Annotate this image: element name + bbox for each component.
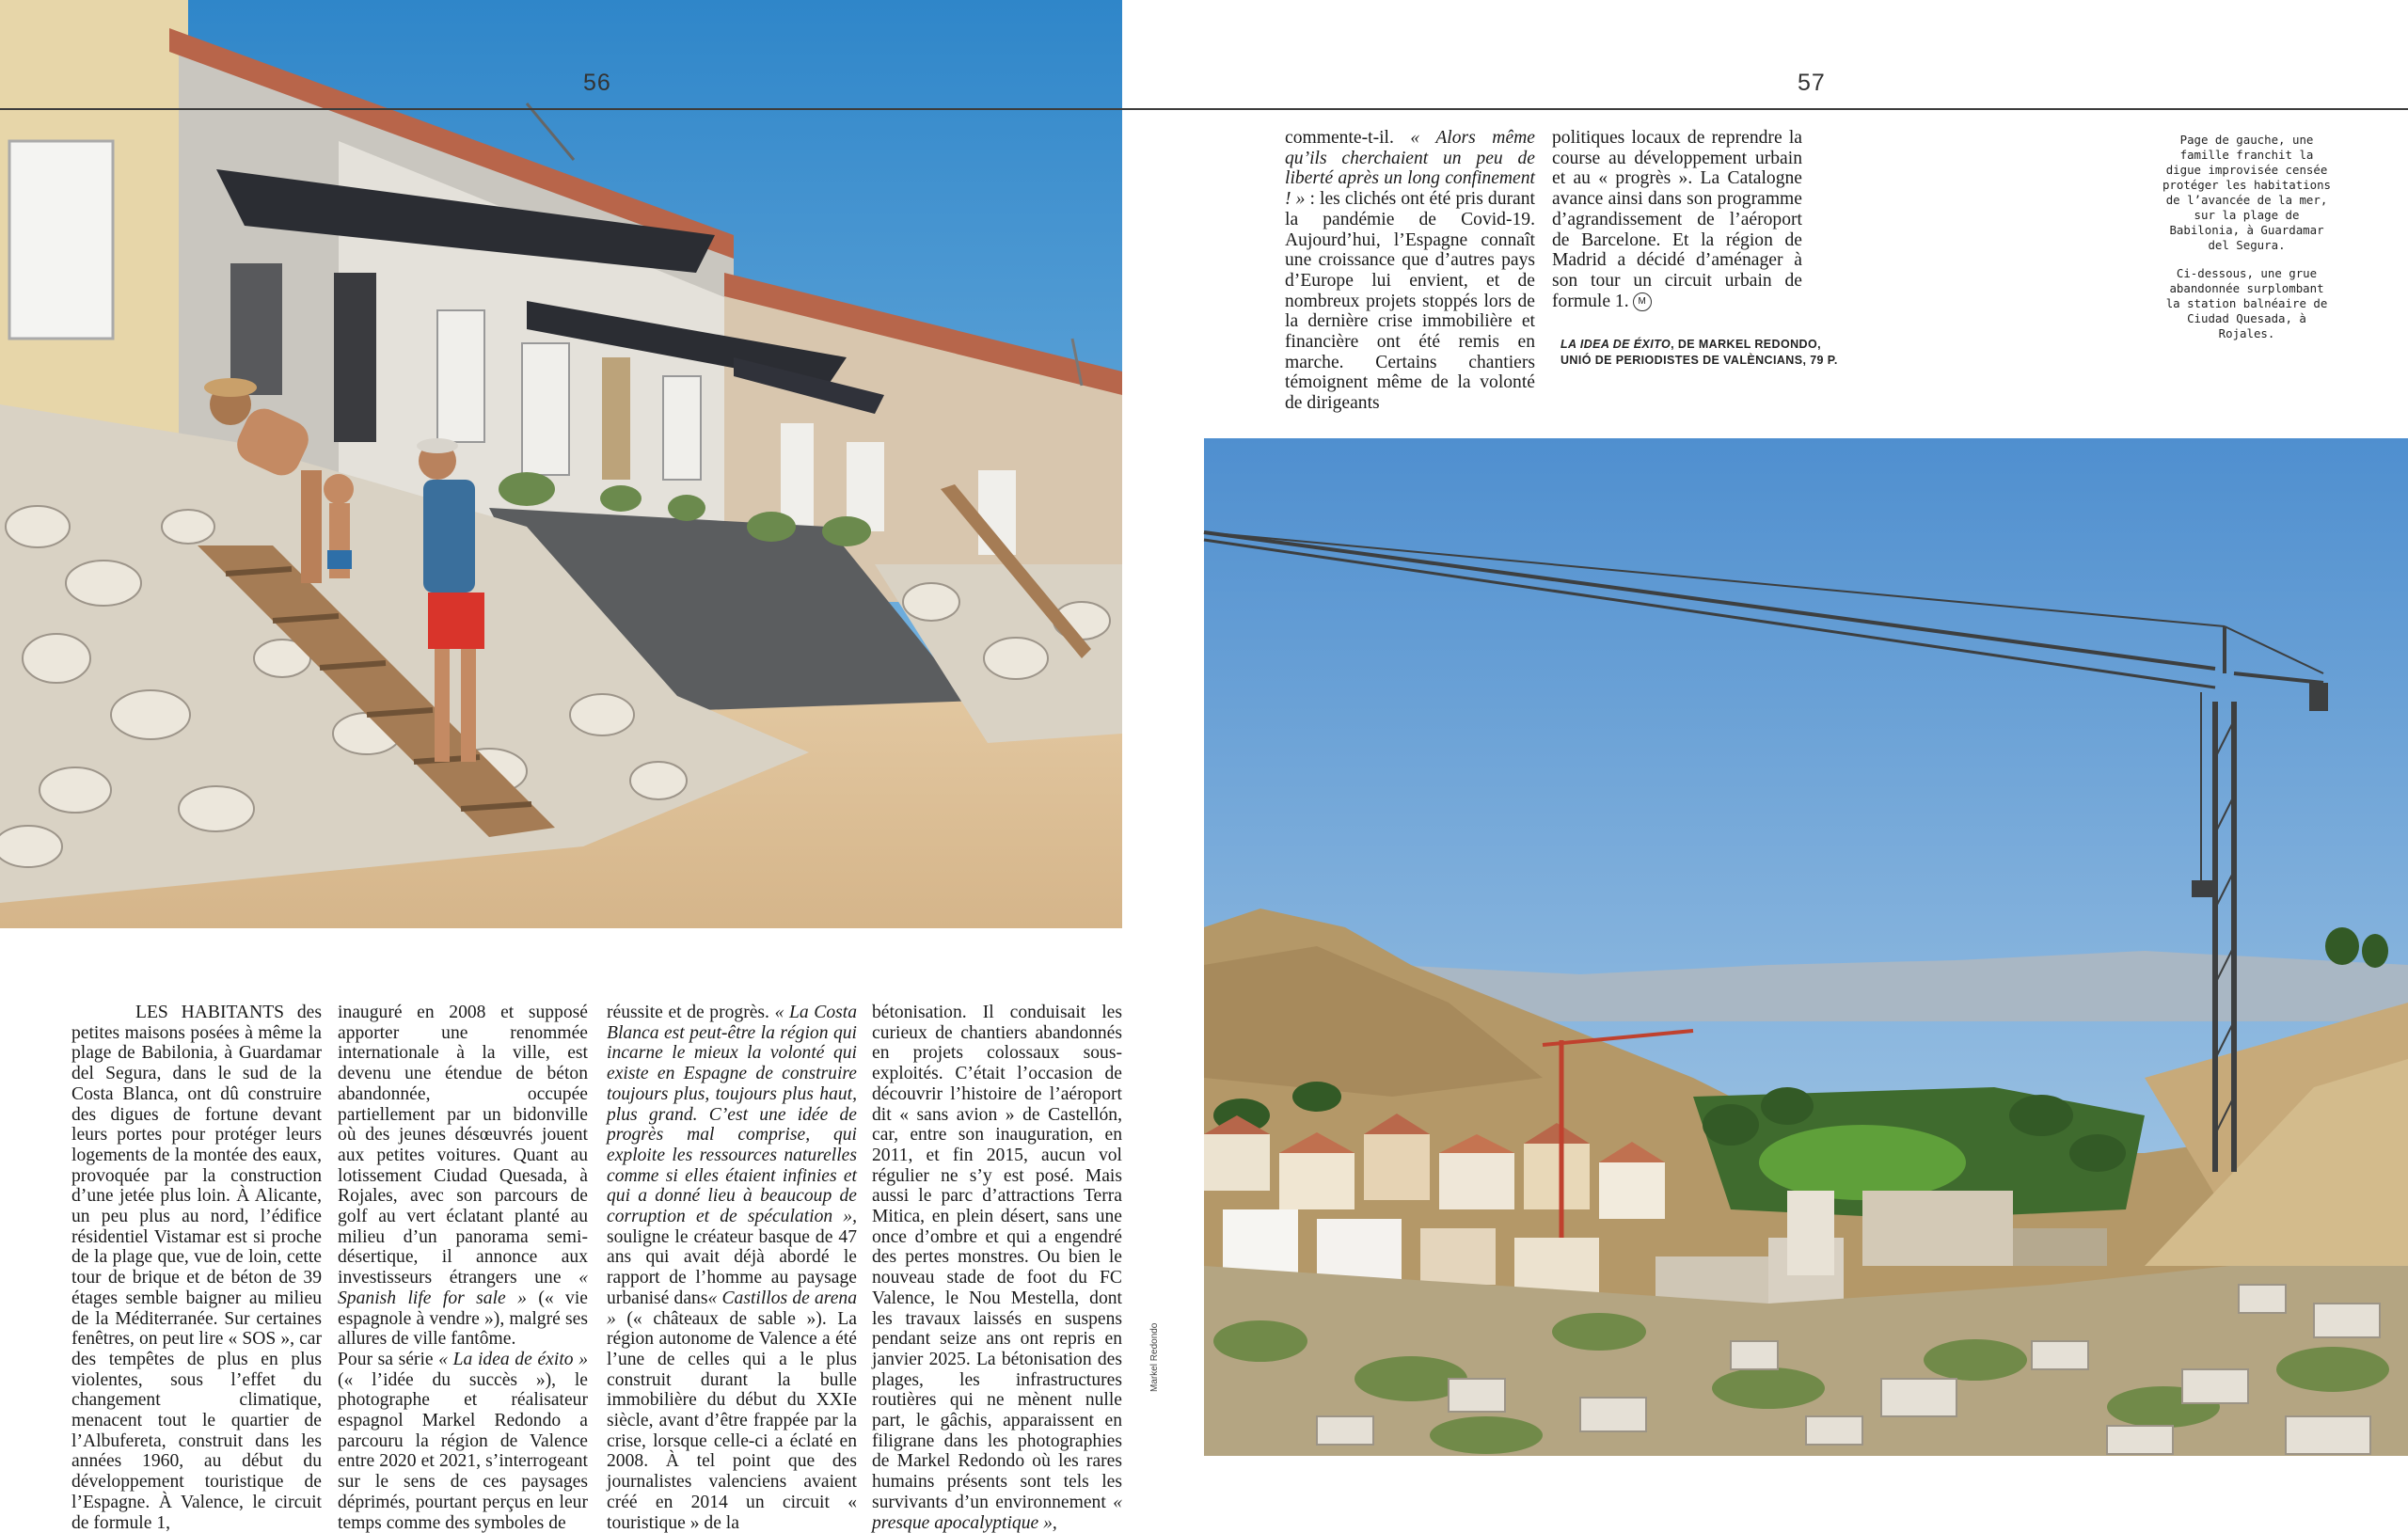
crane-landscape-illustration xyxy=(1204,438,2408,1456)
caption-left-photo: Page de gauche, une famille franchit la digue improvisée censée protéger les habitations de l’avancée de la mer, sur la plage de Babilonia, à Guardamar del Segura. xyxy=(2162,133,2332,252)
end-of-article-mark: M xyxy=(1633,292,1652,311)
article-column-2 xyxy=(338,1003,588,1533)
article-column-3 xyxy=(607,1003,857,1533)
column-1-text: LES HABITANTS des petites maisons posées à même la plage de Babilonia, à Guardamar del Segura, dans le sud de la Costa Blanca, ont dû construire des digues de fortune devant leurs portes pour protéger leurs logements de la montée des eaux, provoquée par la construction d’une jetée plus loin. À Alicante, un peu plus au nord, l’édifice résidentiel Vistamar est si proche de la plage que, vue de loin, cette tour de brique et de béton de 39 étages semble baigner au milieu de la Méditerranée. Sur certaines fenêtres, on peut lire « SOS », car des tempêtes de plus en plus violentes, sous l’effet du changement climatique, menacent tout le quartier de l’Albufereta, construit dans les années 1960, au début du développement touristique de l’Espagne. À Valence, le circuit de formule 1, xyxy=(71,1003,322,1533)
book-title: LA IDEA DE ÉXITO xyxy=(1560,338,1671,351)
column-3-paragraph xyxy=(607,1003,857,1533)
column-3-italic-b: « Castillos de arena » xyxy=(607,1288,857,1329)
column-4-text-a: bétonisation. Il conduisait les curieux de chantiers abandonnés en projets colossaux sous-exploités. C’était l’occasion de découvrir l’histoire de l’aéroport dit « sans avion » de Castellón, car, entre son inauguration, en 2011, et fin 2015, aucun vol régulier ne s’y est posé. Mais aussi le parc d’attractions Terra Mitica, en plein désert, sans une once d’ombre et qui a engendré des pertes monstres. Ou bien le nouveau stade de foot du FC Valence, le Nou Mestella, dont les travaux laissés en suspens pendant seize ans ont repris en janvier 2025. La bétonisation des plages, les infrastructures routières qui ne mènent nulle part, le gâchis, apparaissent en filigrane dans les photographies de Markel Redondo où les rares humains présents sont tels les survivants d’un environnement xyxy=(872,1003,1122,1512)
column-3-text-b: souligne le créateur basque de 47 ans qui avait déjà abordé le rapport de l’homme au paysage urbanisé dans xyxy=(607,1226,857,1308)
photo-credit: Markel Redondo xyxy=(1149,1322,1160,1392)
article-column-6 xyxy=(1552,128,1802,311)
page-number-left: 56 xyxy=(583,70,611,96)
article-column-4 xyxy=(872,1003,1122,1533)
right-page xyxy=(1122,0,2408,1470)
column-4-italic-a: « presque apocalyptique », xyxy=(872,1492,1122,1533)
column-3-text-a: réussite et de progrès. xyxy=(607,1003,775,1022)
article-column-1 xyxy=(71,1003,322,1533)
photo-caption xyxy=(2160,133,2334,355)
left-page xyxy=(0,0,1122,1533)
column-2-paragraph-1 xyxy=(338,1003,588,1350)
beach-houses-illustration xyxy=(0,0,1122,928)
column-2-text-a: inauguré en 2008 et supposé apporter une renommée internationale à la ville, est devenu une étendue de béton abandonnée, occupée partiellement par un bidonville où des jeunes désœuvrés jouent aux petites voitures. Quant au lotissement Ciudad Quesada, à Rojales, avec son parcours de golf au vert éclatant planté au milieu d’un panorama semi-désertique, il annonce aux investisseurs étrangers une xyxy=(338,1003,588,1288)
caption-right-photo: Ci-dessous, une grue abandonnée surplombant la station balnéaire de Ciudad Quesada, à Rojales. xyxy=(2165,266,2328,340)
column-3-text-c: (« châteaux de sable »). La région autonome de Valence a été l’une de celles qui a le plus construit durant la bulle immobilière du début du XXIe siècle, avant d’être frappée par la crise, lorsque celle-ci a éclaté en 2008. À tel point que des journalistes valenciens avaient créé en 2014 un circuit « touristique » de la xyxy=(607,1308,857,1533)
column-2-text-b: (« vie espagnole à vendre »), malgré ses allures de ville fantôme. xyxy=(338,1288,588,1350)
column-2-italic-a: « Spanish life for sale » xyxy=(338,1268,588,1308)
column-2-text-d: (« l’idée du succès »), le photographe et réalisateur espagnol Markel Redondo a parcouru la région de Valence entre 2020 et 2021, s’interrogeant sur le sens de ces paysages déprimés, pourtant perçus en leur temps comme des symboles de xyxy=(338,1369,588,1533)
column-5-paragraph xyxy=(1285,128,1535,414)
photo-babilonia-beach xyxy=(0,0,1122,928)
book-author: , DE MARKEL REDONDO, xyxy=(1671,338,1821,351)
column-4-paragraph xyxy=(872,1003,1122,1533)
column-2-text-c: Pour sa série xyxy=(338,1349,439,1369)
article-column-5 xyxy=(1285,128,1535,414)
column-5-text-a: commente-t-il. xyxy=(1285,128,1411,148)
column-6-paragraph xyxy=(1552,128,1802,311)
column-5-italic-a: « Alors même qu’ils cherchaient un peu de liberté après un long confinement ! » xyxy=(1285,128,1535,210)
page-number-right: 57 xyxy=(1798,70,1826,96)
book-reference-line-1 xyxy=(1560,337,1843,353)
column-2-paragraph-2 xyxy=(338,1350,588,1533)
column-2-italic-b: « La idea de éxito » xyxy=(438,1349,588,1369)
column-3-italic-a: « La Costa Blanca est peut-être la région qui incarne le mieux la volonté qui existe en Espagne de construire toujours plus, toujours plus haut, plus grand. C’est une idée de progrès mal comprise, qui exploite les ressources naturelles comme si elles étaient infinies et qui a donné lieu à beaucoup de corruption et de spéculation », xyxy=(607,1003,857,1227)
photo-crane-ciudad-quesada xyxy=(1204,438,2408,1456)
book-reference-line-2: UNIÓ DE PERIODISTES DE VALÈNCIANS, 79 P. xyxy=(1560,354,1838,367)
header-rule-right xyxy=(1122,108,2408,110)
book-reference xyxy=(1560,337,1843,369)
column-5-text-b: : les clichés ont été pris durant la pandémie de Covid-19. Aujourd’hui, l’Espagne connaît une croissance que d’autres pays d’Europe lui envient, et de nombreux projets stoppés lors de la dernière crise immobilière et financière ont été remis en marche. Certains chantiers témoignent même de la volonté de dirigeants xyxy=(1285,189,1535,414)
header-rule-left xyxy=(0,108,1122,110)
column-6-text: politiques locaux de reprendre la course au développement urbain et au « progrès ». La Catalogne avance ainsi dans son programme d’agrandissement de l’aéroport de Barcelone. Et la région de Madrid a décidé d’aménager à son tour un circuit urbain de formule 1. xyxy=(1552,128,1802,311)
